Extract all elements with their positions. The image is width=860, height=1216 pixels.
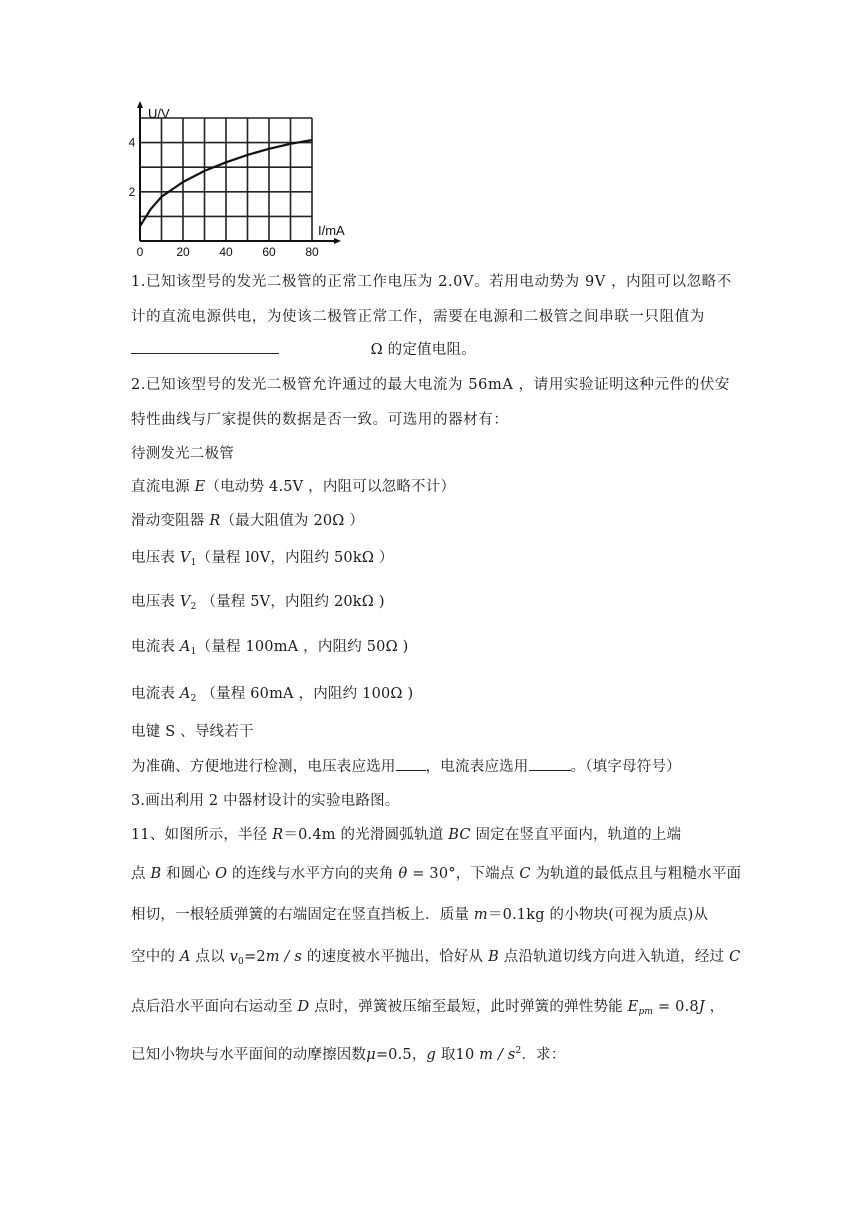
equipment-item-led: 待测发光二极管 bbox=[131, 446, 234, 462]
y-axis-label: U/V bbox=[148, 106, 170, 121]
q2-line-2: 特性曲线与厂家提供的数据是否一致。可选用的器材有： bbox=[131, 412, 509, 428]
q11-line-1: 11、如图所示，半径 R＝0.4m 的光滑圆弧轨道 BC 固定在竖直平面内，轨道的上端 bbox=[131, 827, 682, 843]
q3-line-1: 3.画出利用 2 中器材设计的实验电路图。 bbox=[131, 793, 400, 809]
equipment-item-power-source: 直流电源 E（电动势 4.5V ，内阻可以忽略不计） bbox=[131, 479, 456, 495]
x-tick-label: 60 bbox=[262, 245, 276, 259]
equipment-item-voltmeter-1: 电压表 $V_1$（量程 l0V，内阻约 50kΩ ） bbox=[131, 550, 394, 568]
equipment-item-ammeter-2: 电流表 $A_2$ （量程 60mA ，内阻约 100Ω ) bbox=[131, 686, 414, 704]
q11-line-5: 点后沿水平面向右运动至 D 点时，弹簧被压缩至最短，此时弹簧的弹性势能 $E_{pm} = 0.8J$ ， bbox=[131, 999, 725, 1017]
q11-line-2: 点 B 和圆心 O 的连线与水平方向的夹角 θ = 30°，下端点 C 为轨道的最低点且与粗糙水平面 bbox=[131, 866, 742, 882]
q11-line-6: 已知小物块与水平面间的动摩擦因数μ=0.5，g 取10 m / $s^2$．求： bbox=[131, 1046, 566, 1063]
voltage-current-chart bbox=[128, 100, 345, 260]
answer-blank-ammeter[interactable] bbox=[529, 756, 571, 771]
q1-line-3 bbox=[131, 338, 476, 359]
q2-line-1: 2.已知该型号的发光二极管允许通过的最大电流为 56mA ，请用实验证明这种元件的伏安 bbox=[131, 377, 731, 393]
q1-line-3-end: Ω 的定值电阻。 bbox=[370, 342, 476, 358]
q2-selection-line: 为准确、方便地进行检测，电压表应选用 ，电流表应选用 。（填字母符号） bbox=[131, 755, 681, 776]
x-tick-label: 0 bbox=[136, 245, 144, 259]
equipment-item-switch: 电键 S 、导线若干 bbox=[131, 724, 254, 740]
q1-line-2: 计的直流电源供电，为使该二极管正常工作，需要在电源和二极管之间串联一只阻值为 bbox=[131, 309, 705, 325]
y-axis-arrow bbox=[137, 101, 143, 108]
x-tick-label: 20 bbox=[176, 245, 190, 259]
q11-line-3: 相切，一根轻质弹簧的右端固定在竖直挡板上．质量 m＝0.1kg 的小物块(可视为质点)从 bbox=[131, 907, 709, 923]
y-tick-label: 2 bbox=[128, 184, 136, 199]
equipment-item-voltmeter-2: 电压表 $V_2$ （量程 5V，内阻约 20kΩ ) bbox=[131, 594, 385, 612]
x-tick-label: 40 bbox=[219, 245, 233, 259]
y-tick-label: 4 bbox=[128, 135, 136, 150]
answer-blank-voltmeter[interactable] bbox=[396, 756, 426, 771]
equipment-item-ammeter-1: 电流表 $A_1$（量程 100mA ，内阻约 50Ω ) bbox=[131, 639, 409, 657]
answer-blank-resistance[interactable] bbox=[131, 339, 279, 354]
q1-line-1: 1.已知该型号的发光二极管的正常工作电压为 2.0V。若用电动势为 9V ，内阻可以忽略不 bbox=[131, 274, 732, 290]
q11-line-4: 空中的 A 点以 $v_0=2m / s$ 的速度被水平抛出，恰好从 B 点沿轨道切线方向进入轨道，经过 C bbox=[131, 949, 741, 967]
x-axis-arrow bbox=[334, 238, 341, 244]
equipment-item-rheostat: 滑动变阻器 R（最大阻值为 20Ω ） bbox=[131, 513, 365, 529]
x-axis-label: I/mA bbox=[318, 223, 345, 238]
x-tick-label: 80 bbox=[305, 245, 319, 259]
